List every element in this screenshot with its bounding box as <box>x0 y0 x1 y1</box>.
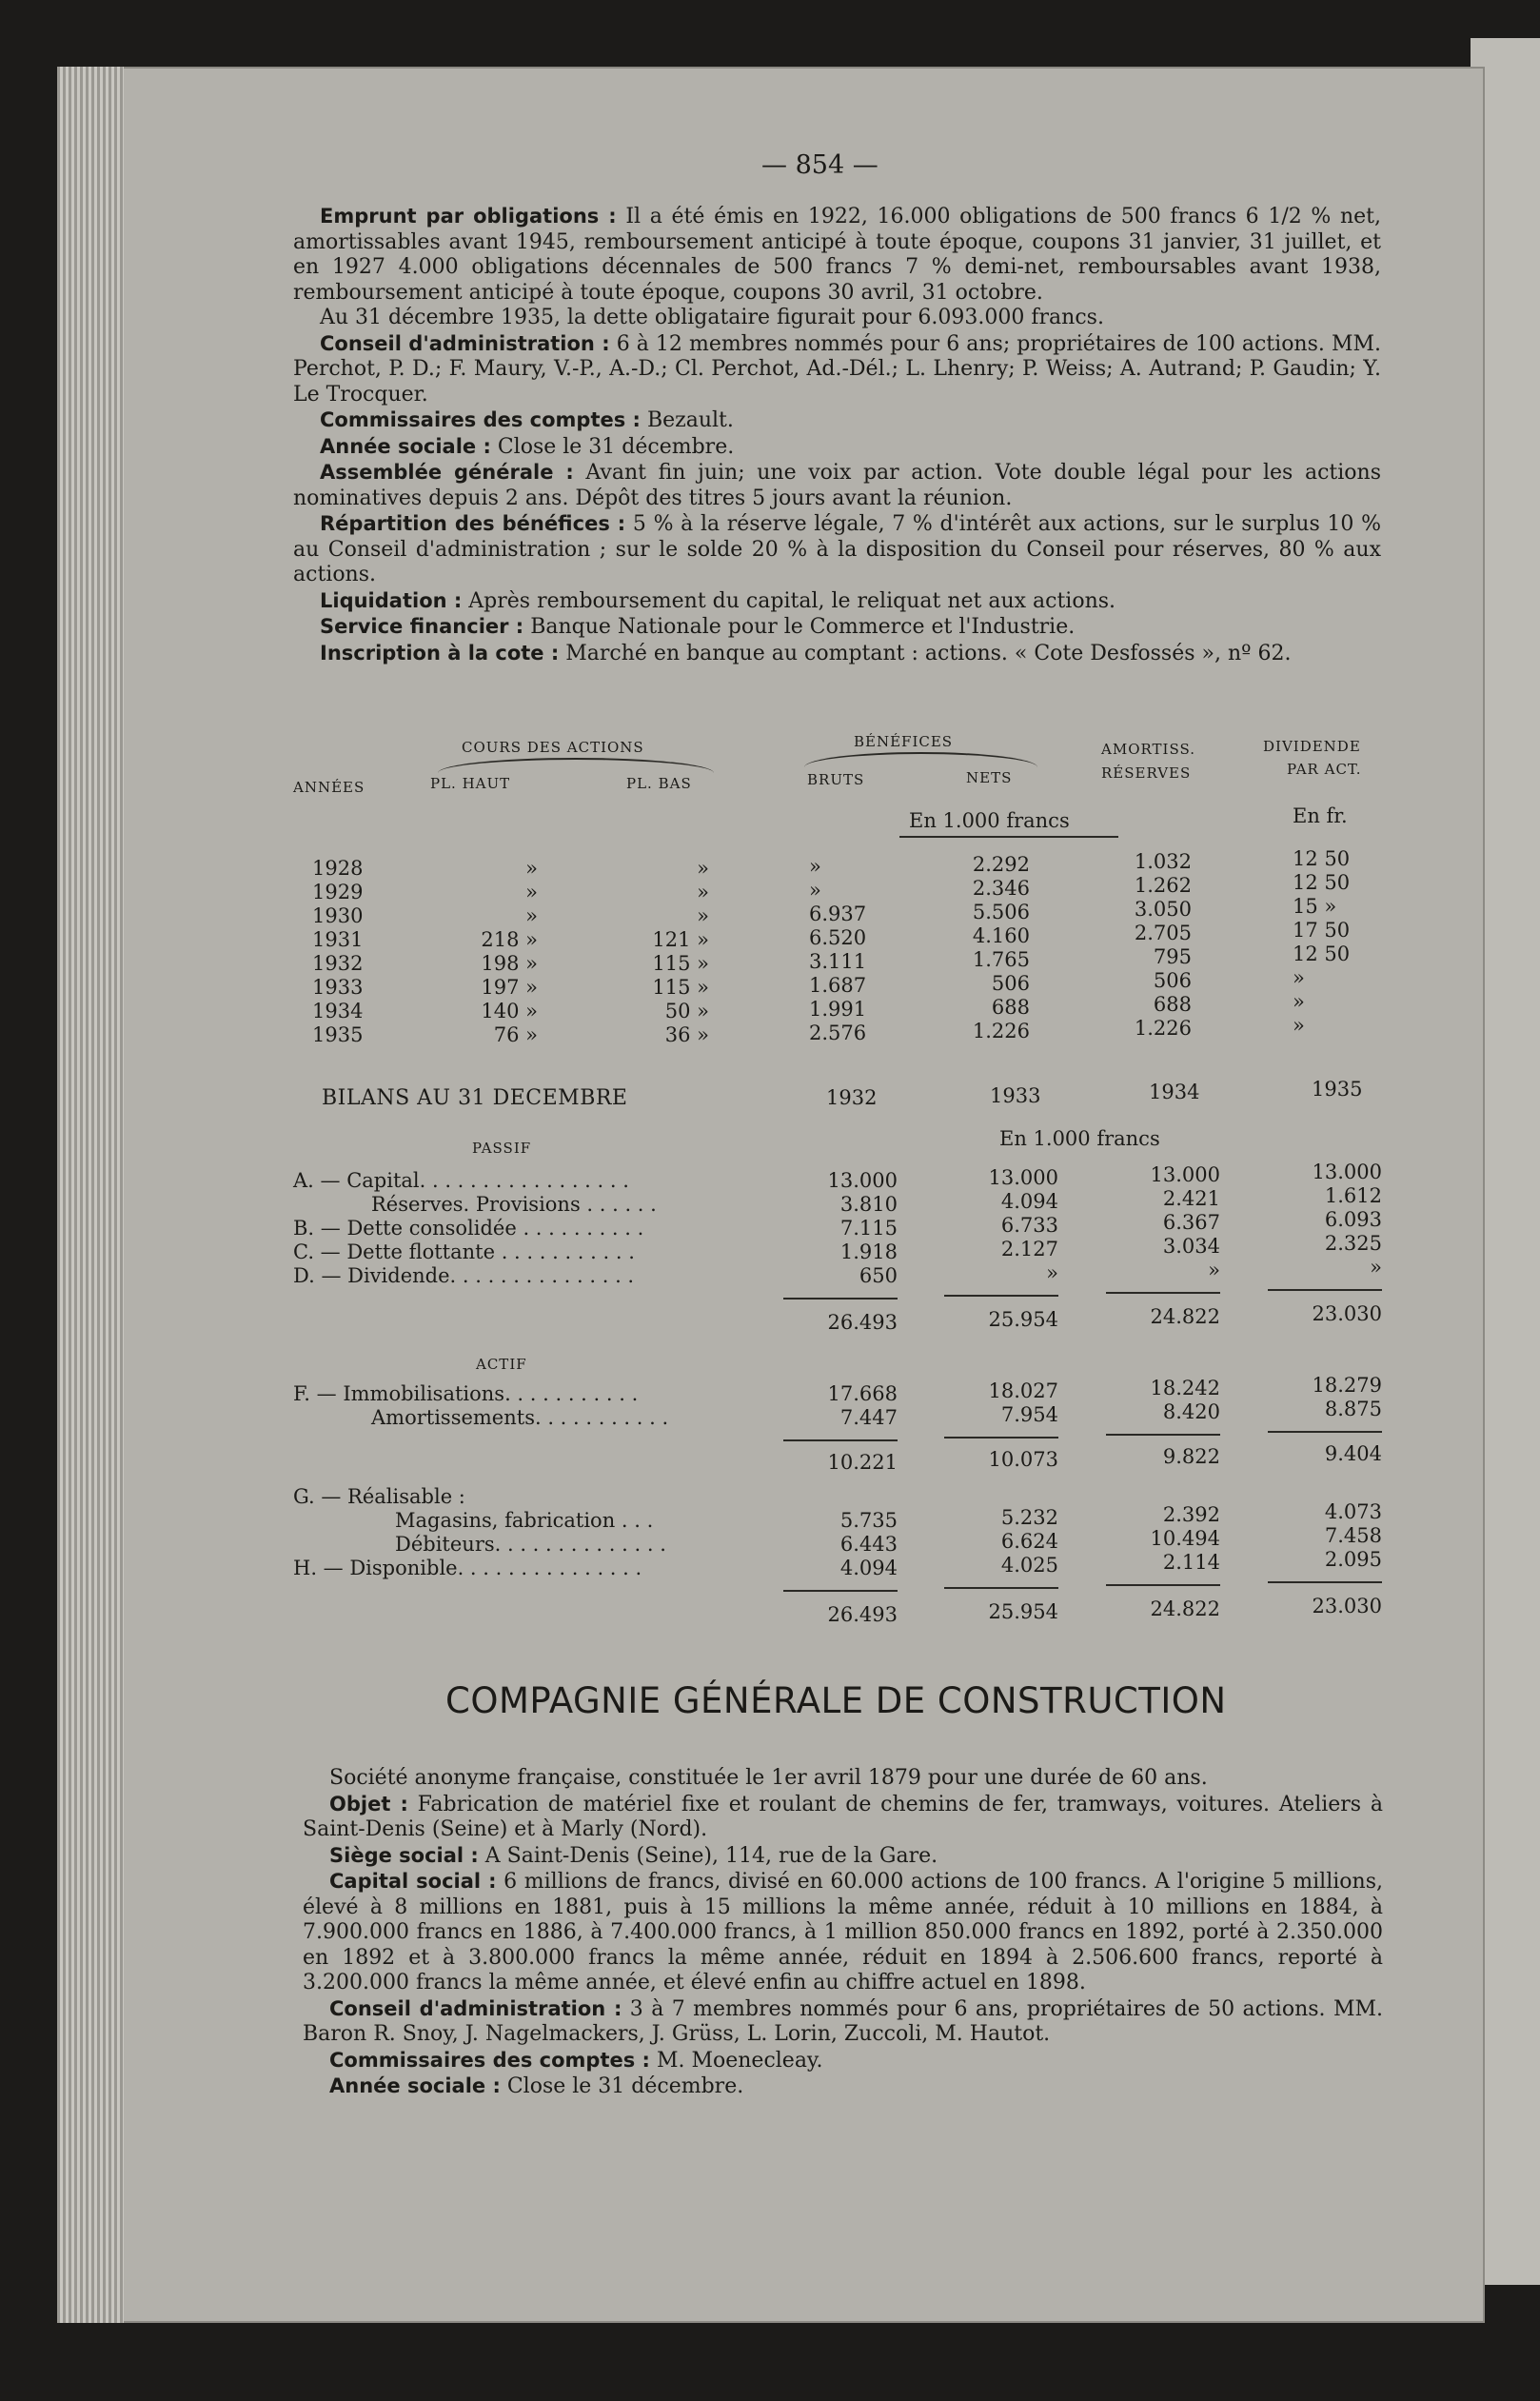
nets-cell: 1.765 <box>972 948 1030 971</box>
year-cell: 1934 <box>312 1000 364 1022</box>
div-cell: » <box>1293 1014 1305 1037</box>
unit-fr: En fr. <box>1293 804 1348 827</box>
passif-value: 6.367 <box>1162 1211 1220 1234</box>
actif-total: 25.954 <box>988 1600 1058 1623</box>
objet-label: Objet : <box>329 1792 408 1816</box>
amort-cell: 2.705 <box>1134 922 1192 944</box>
div-cell: » <box>1293 990 1305 1013</box>
div-cell: 12 50 <box>1293 943 1351 965</box>
passif-value: 3.810 <box>839 1193 898 1216</box>
realisable-value: 4.094 <box>839 1557 898 1579</box>
passif-label: A. — Capital. . . . . . . . . . . . . . . . . <box>293 1169 629 1192</box>
subtotal-rule <box>944 1437 1058 1439</box>
pl-haut-cell: » <box>525 904 538 927</box>
year-cell: 1931 <box>312 928 364 951</box>
dette-text: Au 31 décembre 1935, la dette obligataire figurait pour 6.093.000 francs. <box>320 306 1104 329</box>
liquidation-text: Après remboursement du capital, le reliquat net aux actions. <box>462 588 1116 613</box>
pl-bas-cell: » <box>697 881 709 903</box>
bruts-cell: 6.520 <box>809 926 867 949</box>
section-2-text <box>303 1766 1383 2100</box>
section-1-text <box>293 204 1381 666</box>
passif-value: 4.094 <box>1000 1190 1058 1213</box>
amort-cell: 3.050 <box>1134 898 1192 921</box>
nets-cell: 4.160 <box>972 924 1030 947</box>
passif-value: 2.325 <box>1324 1232 1382 1255</box>
liquidation-label: Liquidation : <box>320 588 463 612</box>
header-pl-bas: PL. BAS <box>626 775 692 792</box>
nets-cell: 2.346 <box>972 877 1030 900</box>
realisable-value: 10.494 <box>1150 1527 1220 1550</box>
actif-total: 26.493 <box>827 1603 898 1626</box>
annee-text: Close le 31 décembre. <box>490 434 735 459</box>
realisable-value: 2.392 <box>1162 1503 1220 1526</box>
amort-cell: 506 <box>1153 969 1192 992</box>
nets-cell: 506 <box>991 972 1030 995</box>
pl-haut-cell: 140 » <box>481 1000 538 1022</box>
actif-subtotal: 9.404 <box>1324 1442 1382 1465</box>
amort-cell: 1.032 <box>1134 850 1192 873</box>
assemblee-label: Assemblée générale : <box>320 461 574 484</box>
passif-total: 25.954 <box>988 1308 1058 1331</box>
amort-cell: 688 <box>1153 993 1192 1016</box>
header-par-act: PAR ACT. <box>1287 761 1362 778</box>
realisable-value: 2.114 <box>1162 1551 1220 1574</box>
bilan-year-3: 1935 <box>1312 1078 1363 1101</box>
siege-label: Siège social : <box>329 1843 479 1867</box>
bruts-cell: » <box>809 855 821 878</box>
capital-text: 6 millions de francs, divisé en 60.000 actions de 100 francs. A l'origine 5 millions, élevé à 8 millions en 1881, puis à 15 millions la même année, réduit à 10 millions en 1884, à 7.900.000 francs en 1886, à 7.400.000 francs, à 1 million 850.000 francs en 1892, porté à 2.350.000 en 1892 et à 3.800.000 francs la même année, réduit en 1894 à 2.506.600 francs, reporté à 3.200.000 francs la même année, et élevé enfin au chiffre actuel en 1898. <box>303 1870 1383 1994</box>
total-rule <box>1106 1584 1220 1586</box>
pl-haut-cell: » <box>525 881 538 903</box>
conseil-label: Conseil d'administration : <box>320 331 610 355</box>
actif-value: 8.875 <box>1324 1398 1382 1420</box>
pl-haut-cell: 76 » <box>493 1023 538 1046</box>
div-cell: 15 » <box>1293 895 1337 918</box>
realisable-label: Débiteurs. . . . . . . . . . . . . . <box>395 1533 666 1556</box>
page-number: — 854 — <box>761 150 879 180</box>
header-reserves: RÉSERVES <box>1101 764 1192 782</box>
service-text: Banque Nationale pour le Commerce et l'Industrie. <box>523 615 1076 639</box>
passif-value: 13.000 <box>1312 1161 1382 1183</box>
assemblee-text: Avant fin juin; une voix par action. Vote double légal pour les actions nominatives depuis 2 ans. Dépôt des titres 5 jours avant la réunion. <box>293 461 1381 510</box>
actif-value: 7.447 <box>839 1406 898 1429</box>
subtotal-rule <box>783 1439 898 1441</box>
passif-value: 2.421 <box>1162 1187 1220 1210</box>
passif-value: 3.034 <box>1162 1235 1220 1258</box>
header-annees: ANNÉES <box>293 779 365 796</box>
actif-title: ACTIF <box>476 1356 527 1373</box>
year-cell: 1929 <box>312 881 364 903</box>
passif-total: 26.493 <box>827 1311 898 1334</box>
passif-value: » <box>1046 1261 1058 1284</box>
passif-label: D. — Dividende. . . . . . . . . . . . . . . <box>293 1264 635 1287</box>
nets-cell: 2.292 <box>972 853 1030 876</box>
emprunt-text: Il a été émis en 1922, 16.000 obligations de 500 francs 6 1/2 % net, amortissables avant 1945, remboursement anticipé à toute époque, coupons 31 janvier, 31 juillet, et en 1927 4.000 obligations décennales de 500 francs 7 % demi-net, remboursables avant 1938, remboursement anticipé à toute époque, coupons 30 avril, 31 octobre. <box>293 205 1382 305</box>
actif-label: F. — Immobilisations. . . . . . . . . . . <box>293 1382 639 1405</box>
passif-value: 650 <box>859 1264 898 1287</box>
conseil2-label: Conseil d'administration : <box>329 1996 622 2020</box>
pl-bas-cell: » <box>697 857 709 880</box>
actif-value: 17.668 <box>827 1382 898 1405</box>
passif-value: 6.733 <box>1000 1214 1058 1237</box>
pl-haut-cell: » <box>525 857 538 880</box>
pl-haut-cell: 197 » <box>481 976 538 999</box>
header-amortiss: AMORTISS. <box>1101 741 1195 758</box>
total-rule <box>1106 1292 1220 1294</box>
passif-total: 23.030 <box>1312 1302 1382 1325</box>
year-cell: 1935 <box>312 1023 364 1046</box>
realisable-value: 7.458 <box>1324 1524 1382 1547</box>
passif-value: 1.612 <box>1324 1184 1382 1207</box>
passif-total: 24.822 <box>1150 1305 1220 1328</box>
conseil2-text: 3 à 7 membres nommés pour 6 ans, propriétaires de 50 actions. MM. Baron R. Snoy, J. Nagelmackers, J. Grüss, L. Lorin, Zuccoli, M. Hautot. <box>303 1996 1384 2046</box>
amort-cell: 1.262 <box>1134 874 1192 897</box>
passif-label: B. — Dette consolidée . . . . . . . . . . <box>293 1217 644 1240</box>
nets-cell: 1.226 <box>972 1020 1030 1042</box>
passif-title: PASSIF <box>472 1140 532 1157</box>
page-stack-edge <box>57 67 124 2323</box>
bruts-cell: 1.687 <box>809 974 867 997</box>
passif-value: 6.093 <box>1324 1208 1382 1231</box>
conseil-text: 6 à 12 membres nommés pour 6 ans; propriétaires de 100 actions. MM. Perchot, P. D.; F. Maury, V.-P., A.-D.; Cl. Perchot, Ad.-Dél.; L. Lhenry; P. Weiss; A. Autrand; P. Gaudin; Y. Le Trocquer. <box>293 331 1381 407</box>
subtotal-rule <box>1106 1434 1220 1436</box>
pl-bas-cell: 50 » <box>664 1000 709 1022</box>
realisable-value: 4.025 <box>1000 1554 1058 1577</box>
realisable-value: 2.095 <box>1324 1548 1382 1571</box>
realisable-value: 5.232 <box>1000 1506 1058 1529</box>
total-rule <box>944 1295 1058 1297</box>
company-title: COMPAGNIE GÉNÉRALE DE CONSTRUCTION <box>445 1680 1227 1721</box>
actif-value: 18.027 <box>988 1379 1058 1402</box>
repartition-text: 5 % à la réserve légale, 7 % d'intérêt aux actions, sur le surplus 10 % au Conseil d'administration ; sur le solde 20 % à la disposition du Conseil pour réserves, 80 % aux actions. <box>293 512 1382 586</box>
passif-value: 2.127 <box>1000 1238 1058 1260</box>
total-rule <box>944 1587 1058 1589</box>
passif-label: Réserves. Provisions . . . . . . <box>371 1193 657 1216</box>
pl-bas-cell: 36 » <box>664 1023 709 1046</box>
nets-cell: 688 <box>991 996 1030 1019</box>
realisable-value: 6.443 <box>839 1533 898 1556</box>
actif-subtotal: 10.221 <box>827 1451 898 1474</box>
bruts-cell: 1.991 <box>809 998 867 1021</box>
pl-bas-cell: 121 » <box>652 928 709 951</box>
actif-label: Amortissements. . . . . . . . . . . <box>371 1406 669 1429</box>
inscription-label: Inscription à la cote : <box>320 641 560 665</box>
societe-text: Société anonyme française, constituée le 1er avril 1879 pour une durée de 60 ans. <box>329 1766 1208 1790</box>
passif-value: 13.000 <box>1150 1163 1220 1186</box>
bruts-cell: 2.576 <box>809 1022 867 1044</box>
unit-rule <box>899 836 1118 838</box>
pl-haut-cell: 218 » <box>481 928 538 951</box>
passif-value: 13.000 <box>988 1166 1058 1189</box>
annee2-text: Close le 31 décembre. <box>500 2074 744 2098</box>
header-nets: NETS <box>966 769 1013 786</box>
unit-francs: En 1.000 francs <box>909 809 1070 832</box>
actif-subtotal: 10.073 <box>988 1448 1058 1471</box>
realisable-value: 6.624 <box>1000 1530 1058 1553</box>
total-rule <box>1268 1289 1382 1291</box>
bilan-year-1: 1933 <box>990 1084 1041 1107</box>
realisable-value: 4.073 <box>1324 1500 1382 1523</box>
bruts-cell: 6.937 <box>809 903 867 925</box>
total-rule <box>1268 1581 1382 1583</box>
repartition-label: Répartition des bénéfices : <box>320 512 626 535</box>
header-bruts: BRUTS <box>807 771 865 788</box>
div-cell: 12 50 <box>1293 871 1351 894</box>
bruts-cell: » <box>809 879 821 902</box>
passif-value: » <box>1370 1256 1382 1279</box>
realisable-label: Magasins, fabrication . . . <box>395 1509 654 1532</box>
commissaires-label: Commissaires des comptes : <box>320 408 641 431</box>
total-rule <box>783 1590 898 1592</box>
div-cell: 17 50 <box>1293 919 1351 942</box>
actif-subtotal: 9.822 <box>1162 1445 1220 1468</box>
actif-value: 18.242 <box>1150 1377 1220 1399</box>
year-cell: 1933 <box>312 976 364 999</box>
realisable-value: 5.735 <box>839 1509 898 1532</box>
realisable-label: G. — Réalisable : <box>293 1485 465 1508</box>
pl-haut-cell: 198 » <box>481 952 538 975</box>
bilan-year-0: 1932 <box>826 1086 878 1109</box>
service-label: Service financier : <box>320 615 524 638</box>
annee-label: Année sociale : <box>320 434 491 458</box>
passif-value: » <box>1208 1259 1220 1281</box>
header-pl-haut: PL. HAUT <box>430 775 511 792</box>
commissaires2-text: M. Moenecleay. <box>649 2048 823 2073</box>
header-benefices: BÉNÉFICES <box>854 733 954 750</box>
commissaires2-label: Commissaires des comptes : <box>329 2048 650 2072</box>
actif-total: 24.822 <box>1150 1597 1220 1620</box>
bilan-unit: En 1.000 francs <box>999 1127 1160 1150</box>
actif-value: 18.279 <box>1312 1374 1382 1397</box>
passif-value: 1.918 <box>839 1240 898 1263</box>
bilan-year-2: 1934 <box>1149 1081 1200 1103</box>
actif-value: 7.954 <box>1000 1403 1058 1426</box>
amort-cell: 1.226 <box>1134 1017 1192 1040</box>
passif-label: C. — Dette flottante . . . . . . . . . . . <box>293 1240 635 1263</box>
pl-bas-cell: » <box>697 904 709 927</box>
year-cell: 1928 <box>312 857 364 880</box>
header-cours: COURS DES ACTIONS <box>462 739 644 756</box>
year-cell: 1930 <box>312 904 364 927</box>
bruts-cell: 3.111 <box>809 950 867 973</box>
bilans-title: BILANS AU 31 DECEMBRE <box>322 1086 628 1110</box>
passif-value: 7.115 <box>839 1217 898 1240</box>
inscription-text: Marché en banque au comptant : actions. « Cote Desfossés », nº 62. <box>559 641 1292 665</box>
nets-cell: 5.506 <box>972 901 1030 923</box>
amort-cell: 795 <box>1153 945 1192 968</box>
actif-value: 8.420 <box>1162 1400 1220 1423</box>
subtotal-rule <box>1268 1431 1382 1433</box>
total-rule <box>783 1298 898 1300</box>
objet-text: Fabrication de matériel fixe et roulant de chemins de fer, tramways, voitures. Ateliers à Saint-Denis (Seine) et à Marly (Nord). <box>303 1792 1383 1841</box>
commissaires-text: Bezault. <box>640 408 734 432</box>
emprunt-label: Emprunt par obligations : <box>320 205 617 228</box>
siege-text: A Saint-Denis (Seine), 114, rue de la Gare. <box>478 1843 938 1868</box>
passif-value: 13.000 <box>827 1169 898 1192</box>
realisable-label: H. — Disponible. . . . . . . . . . . . . . . <box>293 1557 642 1579</box>
pl-bas-cell: 115 » <box>652 952 709 975</box>
pl-bas-cell: 115 » <box>652 976 709 999</box>
div-cell: » <box>1293 966 1305 989</box>
annee2-label: Année sociale : <box>329 2074 501 2097</box>
header-dividende: DIVIDENDE <box>1263 738 1361 755</box>
div-cell: 12 50 <box>1293 847 1351 870</box>
capital-label: Capital social : <box>329 1870 497 1893</box>
actif-total: 23.030 <box>1312 1595 1382 1617</box>
year-cell: 1932 <box>312 952 364 975</box>
